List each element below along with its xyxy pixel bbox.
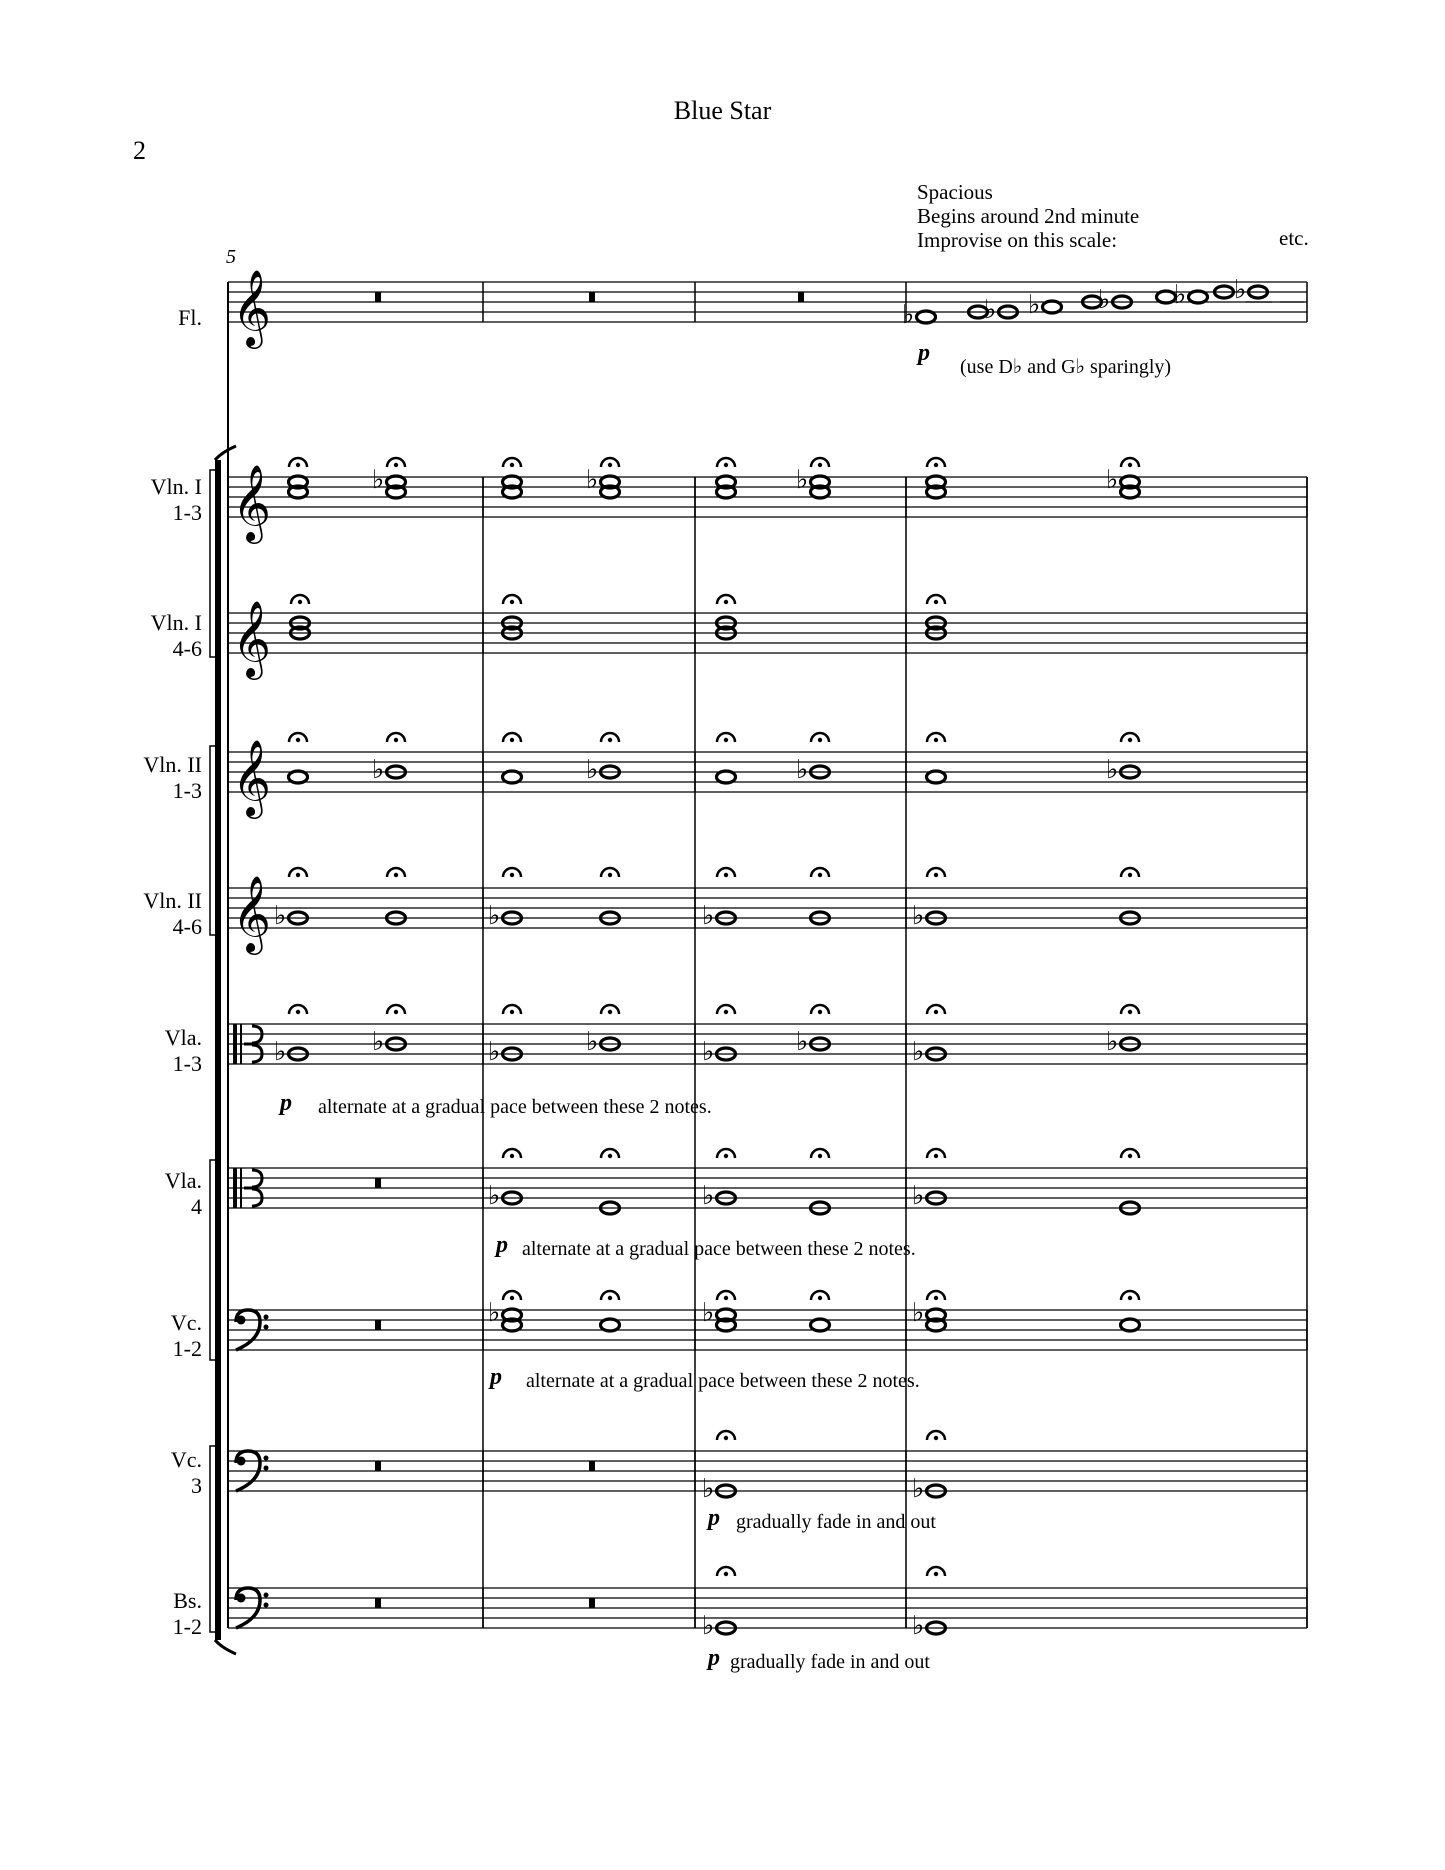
whole-note (811, 1319, 830, 1331)
fermata-icon (608, 873, 612, 877)
bass-clef-icon (237, 1594, 246, 1603)
flat-icon: ♭ (1106, 1027, 1119, 1056)
fermata-icon (510, 873, 514, 877)
flat-icon: ♭ (586, 465, 599, 494)
bracket-hook-top (215, 446, 236, 460)
viola-1-3-instruction: alternate at a gradual pace between these 2 notes. (318, 1096, 712, 1118)
flat-icon: ♭ (1174, 280, 1187, 309)
fermata-icon (724, 1296, 728, 1300)
flat-icon: ♭ (274, 1037, 287, 1066)
improvise-instruction: Improvise on this scale: (917, 228, 1118, 252)
bass-clef-icon (237, 1316, 246, 1325)
fermata-icon (608, 738, 612, 742)
fermata-icon (724, 873, 728, 877)
treble-clef-icon: 𝄞 (232, 603, 272, 676)
page-number: 2 (133, 136, 146, 165)
viola-1-3-annotation: p (280, 1090, 292, 1116)
fermata-icon (724, 1572, 728, 1576)
fermata-icon (296, 463, 300, 467)
fermata-icon (818, 738, 822, 742)
whole-note (1121, 1319, 1140, 1331)
cello-1-2-annotation: p (490, 1364, 502, 1390)
flat-icon: ♭ (488, 1037, 501, 1066)
bass-clef-icon (264, 1325, 269, 1330)
measure-number: 5 (226, 246, 236, 268)
bass-clef-icon (264, 1593, 269, 1598)
fermata-icon (510, 1296, 514, 1300)
whole-note (601, 1319, 620, 1331)
flat-icon: ♭ (796, 1027, 809, 1056)
flat-icon: ♭ (488, 1298, 501, 1327)
flat-icon: ♭ (372, 755, 385, 784)
whole-note (1043, 301, 1062, 313)
flat-icon: ♭ (702, 901, 715, 930)
label-violin-2-4-6: Vln. II 4-6 (143, 888, 202, 939)
flat-icon: ♭ (488, 901, 501, 930)
fermata-icon (1128, 463, 1132, 467)
fermata-icon (934, 1296, 938, 1300)
alto-clef-icon (233, 1168, 237, 1208)
flat-icon: ♭ (912, 901, 925, 930)
flat-icon: ♭ (796, 755, 809, 784)
treble-clef-icon: 𝄞 (232, 878, 272, 951)
whole-rest-icon (375, 1178, 381, 1188)
fermata-icon (934, 1436, 938, 1440)
flat-icon: ♭ (796, 465, 809, 494)
bass-clef-icon (264, 1315, 269, 1320)
viola-4-instruction: alternate at a gradual pace between these 2 notes. (522, 1238, 916, 1260)
flute-instruction: (use D♭ and G♭ sparingly) (960, 356, 1172, 378)
whole-rest-icon (375, 1320, 381, 1330)
fermata-icon (818, 1010, 822, 1014)
fermata-icon (510, 1010, 514, 1014)
bracket-hook-bottom (215, 1640, 236, 1654)
flat-icon: ♭ (702, 1611, 715, 1640)
flat-icon: ♭ (1028, 290, 1041, 319)
fermata-icon (934, 463, 938, 467)
flat-icon: ♭ (1234, 275, 1247, 304)
whole-note (917, 311, 936, 323)
bass-clef-icon (264, 1466, 269, 1471)
whole-note (1157, 291, 1176, 303)
fermata-icon (818, 1154, 822, 1158)
fermata-icon (296, 738, 300, 742)
cello-3-instruction: gradually fade in and out (736, 1511, 936, 1533)
bass-instruction: gradually fade in and out (730, 1651, 930, 1673)
fermata-icon (724, 738, 728, 742)
label-viola-1-3: Vla. 1-3 (164, 1025, 202, 1076)
fermata-icon (296, 1010, 300, 1014)
flat-icon: ♭ (1106, 755, 1119, 784)
cello-3-annotation: p (708, 1505, 720, 1531)
whole-note (717, 771, 736, 783)
flat-icon: ♭ (702, 1037, 715, 1066)
fermata-icon (394, 1010, 398, 1014)
fermata-icon (394, 738, 398, 742)
label-violin-1-4-6: Vln. I 4-6 (150, 610, 202, 661)
fermata-icon (1128, 1154, 1132, 1158)
whole-rest-icon (798, 292, 804, 302)
fermata-icon (724, 600, 728, 604)
whole-rest-icon (375, 292, 381, 302)
flat-icon: ♭ (912, 1474, 925, 1503)
whole-note (927, 771, 946, 783)
fermata-icon (818, 1296, 822, 1300)
fermata-icon (608, 1296, 612, 1300)
label-violin-2-1-3: Vln. II 1-3 (143, 752, 202, 803)
fermata-icon (934, 873, 938, 877)
label-flute: Fl. (178, 305, 202, 330)
viola-4-annotation: p (496, 1232, 508, 1258)
alto-clef-icon (240, 1168, 242, 1208)
flat-icon: ♭ (1106, 465, 1119, 494)
bass-annotation: p (708, 1645, 720, 1671)
flat-icon: ♭ (702, 1298, 715, 1327)
flat-icon: ♭ (912, 1611, 925, 1640)
fermata-icon (934, 600, 938, 604)
fermata-icon (394, 463, 398, 467)
fermata-icon (510, 600, 514, 604)
fermata-icon (934, 738, 938, 742)
fermata-icon (934, 1154, 938, 1158)
flat-icon: ♭ (912, 1037, 925, 1066)
flat-icon: ♭ (984, 295, 997, 324)
flat-icon: ♭ (372, 465, 385, 494)
flat-icon: ♭ (274, 901, 287, 930)
whole-rest-icon (589, 292, 595, 302)
page-title: Blue Star (673, 96, 772, 125)
flat-icon: ♭ (912, 1181, 925, 1210)
treble-clef-icon: 𝄞 (232, 272, 272, 345)
fermata-icon (1128, 1010, 1132, 1014)
flat-icon: ♭ (488, 1181, 501, 1210)
fermata-icon (510, 463, 514, 467)
fermata-icon (1128, 1296, 1132, 1300)
whole-rest-icon (375, 1461, 381, 1471)
label-viola-4: Vla. 4 (164, 1168, 202, 1219)
label-bass-1-2: Bs. 1-2 (172, 1588, 202, 1639)
whole-note (1189, 291, 1208, 303)
whole-rest-icon (589, 1598, 595, 1608)
cello-1-2-instruction: alternate at a gradual pace between these 2 notes. (526, 1370, 920, 1392)
tempo-marking: Spacious (917, 180, 993, 204)
fermata-icon (298, 600, 302, 604)
fermata-icon (818, 463, 822, 467)
fermata-icon (1128, 738, 1132, 742)
bass-clef-icon (264, 1456, 269, 1461)
fermata-icon (394, 873, 398, 877)
fermata-icon (724, 1436, 728, 1440)
alto-clef-icon (240, 1024, 242, 1064)
fermata-icon (934, 1010, 938, 1014)
fermata-icon (608, 1010, 612, 1014)
flat-icon: ♭ (902, 300, 915, 329)
alto-clef-icon (233, 1024, 237, 1064)
etc-text: etc. (1279, 226, 1309, 250)
flat-icon: ♭ (586, 755, 599, 784)
label-cello-3: Vc. 3 (170, 1447, 202, 1498)
fermata-icon (296, 873, 300, 877)
fermata-icon (510, 1154, 514, 1158)
fermata-icon (724, 463, 728, 467)
fermata-icon (608, 1154, 612, 1158)
flat-icon: ♭ (372, 1027, 385, 1056)
performance-note: Begins around 2nd minute (917, 204, 1140, 228)
fermata-icon (1128, 873, 1132, 877)
bass-clef-icon (237, 1457, 246, 1466)
fermata-icon (608, 463, 612, 467)
whole-rest-icon (589, 1461, 595, 1471)
whole-note (503, 771, 522, 783)
flat-icon: ♭ (1098, 285, 1111, 314)
fermata-icon (724, 1010, 728, 1014)
bass-clef-icon (264, 1603, 269, 1608)
fermata-icon (818, 873, 822, 877)
flute-dynamic-text: p (918, 340, 930, 366)
flat-icon: ♭ (586, 1027, 599, 1056)
fermata-icon (934, 1572, 938, 1576)
label-violin-1-1-3: Vln. I 1-3 (150, 474, 202, 525)
treble-clef-icon: 𝄞 (232, 742, 272, 815)
fermata-icon (510, 738, 514, 742)
whole-note (289, 771, 308, 783)
flat-icon: ♭ (702, 1474, 715, 1503)
flat-icon: ♭ (912, 1298, 925, 1327)
whole-rest-icon (375, 1598, 381, 1608)
label-cello-1-2: Vc. 1-2 (170, 1310, 202, 1361)
fermata-icon (724, 1154, 728, 1158)
flat-icon: ♭ (702, 1181, 715, 1210)
treble-clef-icon: 𝄞 (232, 467, 272, 540)
